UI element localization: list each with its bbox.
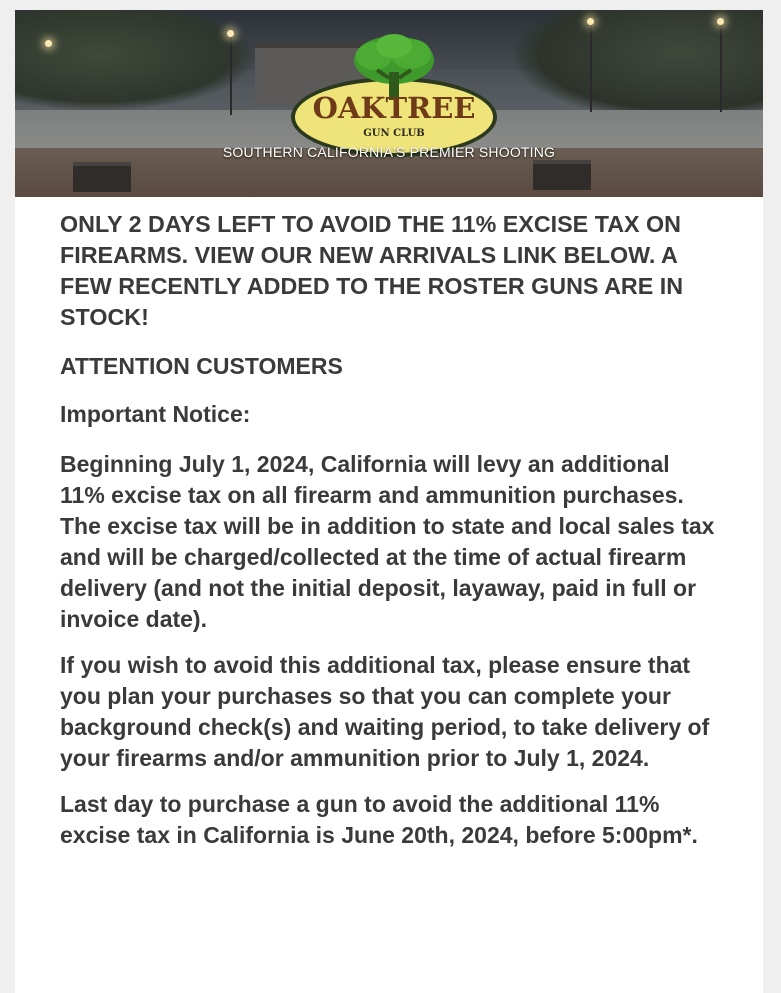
paragraph-last-day: Last day to purchase a gun to avoid the additional 11% excise tax in California is June 20th, 2024, before 5:00pm*. [60, 791, 698, 848]
email-body [15, 10, 763, 993]
paragraph-excise-tax: Beginning July 1, 2024, California will levy an additional 11% excise tax on all firearm and ammunition purchases. The excise tax will be in addition to state and local sales tax and will be charged/collected at the time of actual firearm delivery (and not the initial deposit, layaway, paid in full or invoice date). [60, 451, 715, 632]
light-icon [587, 18, 594, 25]
banner-trees-right [513, 10, 763, 120]
banner-trees-left [15, 10, 255, 110]
banner-tagline: SOUTHERN CALIFORNIA'S PREMIER SHOOTING [222, 144, 556, 160]
logo-subtitle: GUN CLUB [363, 128, 425, 139]
shooting-bench [533, 160, 591, 190]
light-pole [230, 35, 232, 115]
notice-label: Important Notice: [60, 401, 251, 427]
attention-heading: ATTENTION CUSTOMERS [60, 353, 343, 379]
logo-name: OAKTREE [312, 91, 476, 125]
light-icon [45, 40, 52, 47]
light-pole [720, 22, 722, 112]
headline: ONLY 2 DAYS LEFT TO AVOID THE 11% EXCISE TAX ON FIREARMS. VIEW OUR NEW ARRIVALS LINK BELOW. A FEW RECENTLY ADDED TO THE ROSTER GUNS ARE IN STOCK! [60, 211, 684, 330]
paragraph-avoid-tax: If you wish to avoid this additional tax, please ensure that you plan your purchases so that you can complete your background check(s) and waiting period, to take delivery of your firearms and/or ammunition prior to July 1, 2024. [60, 652, 710, 771]
header-banner[interactable] [15, 10, 763, 197]
oaktree-logo [291, 32, 497, 152]
light-icon [717, 18, 724, 25]
shooting-bench [73, 162, 131, 192]
email-content [15, 197, 763, 851]
light-icon [227, 30, 234, 37]
light-pole [590, 22, 592, 112]
